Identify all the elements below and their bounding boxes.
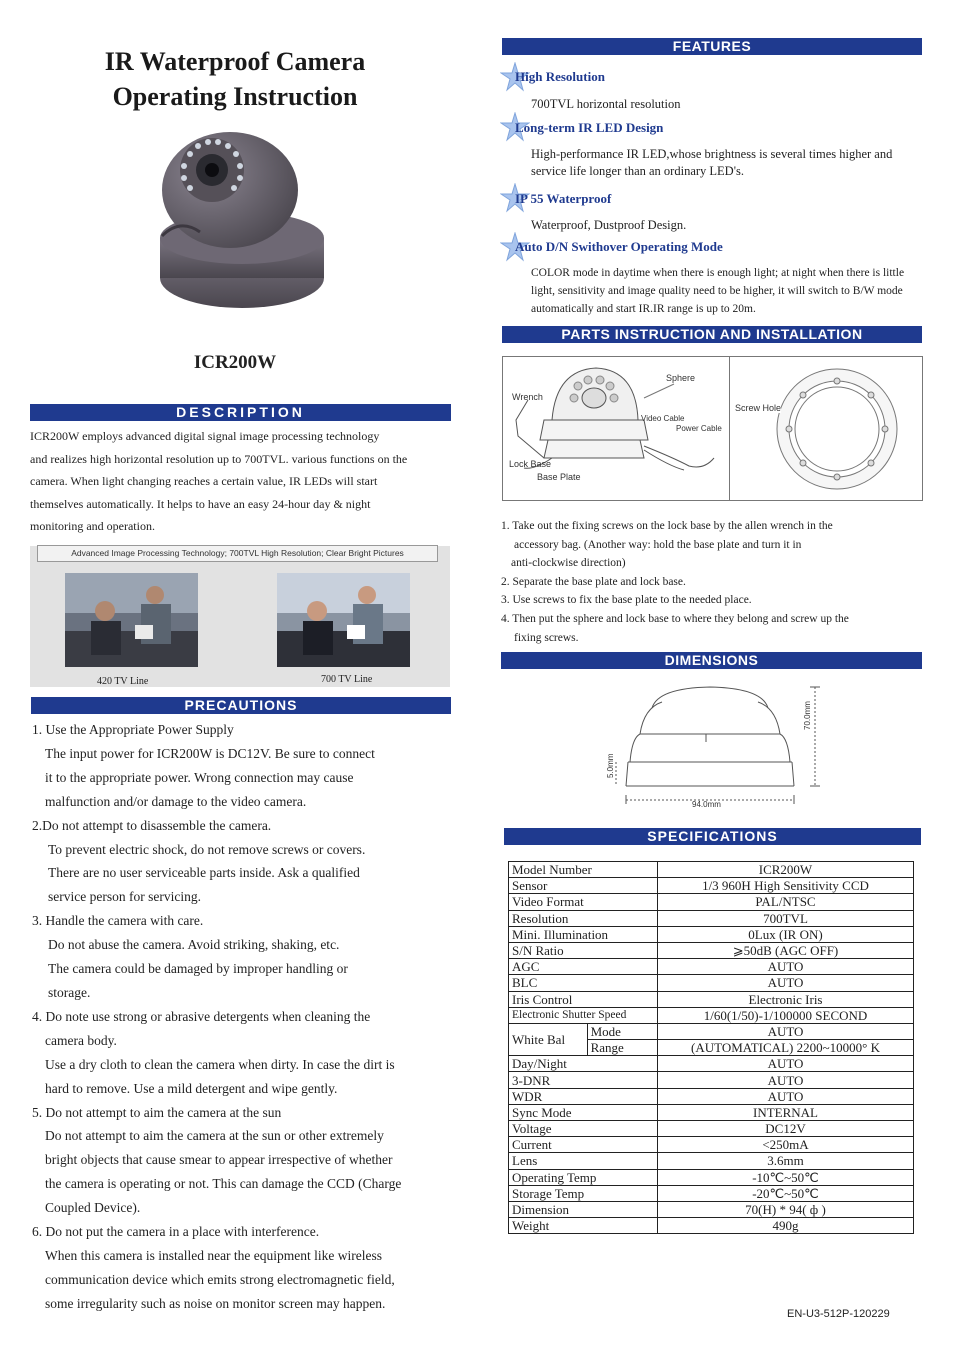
specifications-header: SPECIFICATIONS (504, 828, 921, 845)
precaution-line: To prevent electric shock, do not remove screws or covers. (48, 841, 366, 857)
spec-value: 1/60(1/50)-1/100000 SECOND (658, 1007, 914, 1023)
precaution-line: The input power for ICR200W is DC12V. Be sure to connect (45, 745, 375, 761)
label-wrench: Wrench (512, 392, 543, 402)
label-power-cable: Power Cable (676, 424, 722, 433)
spec-value: <250mA (658, 1137, 914, 1153)
description-line: camera. When light changing reaches a certain value, IR LEDs will start (30, 474, 378, 488)
spec-row (509, 1072, 914, 1088)
precaution-line: When this camera is installed near the equipment like wireless (45, 1247, 383, 1263)
install-step-line: fixing screws. (514, 631, 579, 644)
spec-row (509, 1007, 914, 1023)
caption-700tvl: 700 TV Line (321, 674, 373, 685)
photo-700tvl (277, 573, 410, 667)
spec-row (509, 910, 914, 926)
spec-label: Dimension (509, 1201, 658, 1217)
precaution-line: service person for servicing. (48, 889, 201, 905)
precautions-header: PRECAUTIONS (31, 697, 451, 714)
feature-text: Waterproof, Dustproof Design. (531, 218, 687, 232)
spec-row (509, 1201, 914, 1217)
precaution-line: hard to remove. Use a mild detergent and wipe gently. (45, 1080, 338, 1096)
description-line: ICR200W employs advanced digital signal image processing technology (30, 429, 380, 443)
comparison-banner: Advanced Image Processing Technology; 700TVL High Resolution; Clear Bright Pictures (37, 545, 438, 562)
spec-label: Weight (509, 1218, 658, 1234)
specifications-table (508, 861, 914, 1234)
label-video-cable: Video Cable (641, 414, 685, 423)
spec-value: 490g (658, 1218, 914, 1234)
precaution-line: Coupled Device). (45, 1200, 141, 1216)
precaution-line: camera body. (45, 1032, 117, 1048)
spec-row (509, 862, 914, 878)
precaution-line: it to the appropriate power. Wrong connection may cause (45, 769, 354, 785)
dimension-height-label: 70.0mm (803, 701, 812, 730)
description-line: and realizes high horizontal resolution up to 700TVL. various functions on the (30, 451, 408, 466)
description-line: themselves automatically. It helps to have an easy 24-hour day & night (30, 496, 371, 511)
label-screw-hole: Screw Hole (735, 403, 782, 413)
spec-row (509, 926, 914, 942)
spec-label: Sensor (509, 878, 658, 894)
camera-product-image (150, 128, 330, 313)
feature-title: High Resolution (515, 69, 605, 84)
spec-value: 70(H) * 94( ф ) (658, 1201, 914, 1217)
install-step-line: accessory bag. (Another way: hold the base plate and turn it in (514, 538, 802, 551)
dimensions-header: DIMENSIONS (501, 652, 922, 669)
spec-value: 1/3 960H High Sensitivity CCD (658, 878, 914, 894)
spec-value: 700TVL (658, 910, 914, 926)
precaution-line: 2.Do not attempt to disassemble the camera. (32, 817, 272, 833)
feature-text: 700TVL horizontal resolution (531, 97, 681, 111)
install-step-line: 4. Then put the sphere and lock base to where they belong and screw up the (501, 612, 849, 625)
spec-row (509, 1104, 914, 1120)
document-code: EN-U3-512P-120229 (787, 1308, 890, 1320)
precaution-line: 4. Do note use strong or abrasive detergents when cleaning the (32, 1008, 371, 1024)
precaution-line: Do not attempt to aim the camera at the sun or other extremely (45, 1128, 384, 1144)
label-lock-base: Lock Base (509, 459, 552, 469)
spec-row (509, 1218, 914, 1234)
spec-row (509, 975, 914, 991)
page-title-line-1: IR Waterproof Camera (104, 47, 366, 76)
precaution-line: the camera is operating or not. This can damage the CCD (Charge (45, 1176, 402, 1192)
label-base-plate: Base Plate (537, 472, 581, 482)
spec-row (509, 942, 914, 958)
precaution-line: Do not abuse the camera. Avoid striking, shaking, etc. (48, 937, 340, 953)
spec-value: 3.6mm (658, 1153, 914, 1169)
spec-label: Resolution (509, 910, 658, 926)
precaution-line: There are no user serviceable parts inside. Ask a qualified (48, 865, 360, 881)
features-header: FEATURES (502, 38, 922, 55)
spec-value: PAL/NTSC (658, 894, 914, 910)
description-header: DESCRIPTION (30, 404, 451, 421)
spec-value: INTERNAL (658, 1104, 914, 1120)
feature-text: COLOR mode in daytime when there is enough light; at night when there is little light, sensitivity and image quality need to be higher, it will switch to B/W mode automatically and start IR.IR range is up to 20m. (531, 267, 905, 315)
spec-value: ⩾50dB (AGC OFF) (658, 942, 914, 958)
spec-label: 3-DNR (509, 1072, 658, 1088)
spec-value: AUTO (658, 1072, 914, 1088)
precaution-line: Use a dry cloth to clean the camera when dirty. In case the dirt is (45, 1056, 395, 1072)
spec-value: AUTO (658, 975, 914, 991)
spec-label: Iris Control (509, 991, 658, 1007)
spec-label: Voltage (509, 1121, 658, 1137)
spec-label: Operating Temp (509, 1169, 658, 1185)
spec-value: ICR200W (658, 862, 914, 878)
spec-label: BLC (509, 975, 658, 991)
precaution-line: communication device which emits strong electromagnetic field, (45, 1271, 395, 1287)
install-step-line: 1. Take out the fixing screws on the lock base by the allen wrench in the (501, 520, 833, 532)
spec-value: DC12V (658, 1121, 914, 1137)
spec-row (509, 1185, 914, 1201)
spec-row (509, 1137, 914, 1153)
spec-label: Electronic Shutter Speed (509, 1007, 658, 1023)
feature-title: IP 55 Waterproof (515, 191, 612, 206)
spec-label: Current (509, 1137, 658, 1153)
spec-value: Electronic Iris (658, 991, 914, 1007)
precaution-line: 5. Do not attempt to aim the camera at the sun (32, 1104, 282, 1120)
spec-sublabel: Mode (587, 1023, 657, 1039)
precaution-line: malfunction and/or damage to the video camera. (45, 793, 307, 809)
parts-divider (729, 356, 730, 501)
spec-label: S/N Ratio (509, 942, 658, 958)
spec-value: AUTO (658, 1088, 914, 1104)
spec-row (509, 1056, 914, 1072)
install-step-line: 3. Use screws to fix the base plate to the needed place. (501, 594, 752, 607)
install-step-line: 2. Separate the base plate and lock base. (501, 575, 686, 588)
spec-row (509, 1153, 914, 1169)
spec-label: Mini. Illumination (509, 926, 658, 942)
precaution-line: bright objects that cause smear to appear irrespective of whether (45, 1152, 393, 1168)
spec-value: AUTO (658, 959, 914, 975)
spec-row (509, 991, 914, 1007)
feature-title: Auto D/N Swithover Operating Mode (515, 239, 723, 254)
installation-steps (501, 517, 921, 647)
spec-row (509, 1169, 914, 1185)
spec-row (509, 1088, 914, 1104)
caption-420tvl: 420 TV Line (97, 676, 149, 687)
spec-label: White Bal (509, 1023, 588, 1055)
spec-value: AUTO (658, 1023, 914, 1039)
dimensions-drawing (600, 682, 830, 812)
spec-value: -10℃~50℃ (658, 1169, 914, 1185)
parts-header: PARTS INSTRUCTION AND INSTALLATION (502, 326, 922, 343)
precaution-line: 1. Use the Appropriate Power Supply (32, 722, 234, 737)
spec-row (509, 894, 914, 910)
spec-value: (AUTOMATICAL) 2200~10000° K (658, 1040, 914, 1056)
spec-row (509, 1023, 914, 1039)
feature-text: High-performance IR LED,whose brightness is several times higher and service life longer than an ordinary LED's. (531, 147, 893, 178)
spec-row (509, 878, 914, 894)
dimension-width-label: 94.0mm (692, 800, 721, 809)
spec-label: AGC (509, 959, 658, 975)
spec-label: WDR (509, 1088, 658, 1104)
spec-sublabel: Range (587, 1040, 657, 1056)
spec-label: Storage Temp (509, 1185, 658, 1201)
precautions-list (32, 718, 462, 1316)
page-title-line-2: Operating Instruction (112, 82, 358, 111)
dimension-side-label: 5.0mm (606, 753, 615, 778)
spec-value: 0Lux (IR ON) (658, 926, 914, 942)
spec-row (509, 1121, 914, 1137)
label-sphere: Sphere (666, 373, 696, 383)
spec-label: Day/Night (509, 1056, 658, 1072)
precaution-line: storage. (48, 984, 91, 1000)
spec-label: Lens (509, 1153, 658, 1169)
precaution-line: 6. Do not put the camera in a place with interference. (32, 1224, 320, 1240)
photo-420tvl (65, 573, 198, 667)
description-line: monitoring and operation. (30, 519, 155, 533)
feature-title: Long-term IR LED Design (515, 120, 664, 135)
spec-label: Sync Mode (509, 1104, 658, 1120)
spec-value: AUTO (658, 1056, 914, 1072)
model-heading: ICR200W (193, 352, 277, 373)
install-step-line: anti-clockwise direction) (511, 557, 626, 570)
spec-label: Model Number (509, 862, 658, 878)
precaution-line: The camera could be damaged by improper handling or (48, 961, 348, 977)
precaution-line: some irregularity such as noise on monitor screen may happen. (45, 1295, 386, 1311)
base-plate-diagram (762, 366, 912, 492)
spec-row (509, 959, 914, 975)
description-text (30, 425, 450, 538)
precaution-line: 3. Handle the camera with care. (32, 913, 204, 929)
spec-value: -20℃~50℃ (658, 1185, 914, 1201)
spec-label: Video Format (509, 894, 658, 910)
